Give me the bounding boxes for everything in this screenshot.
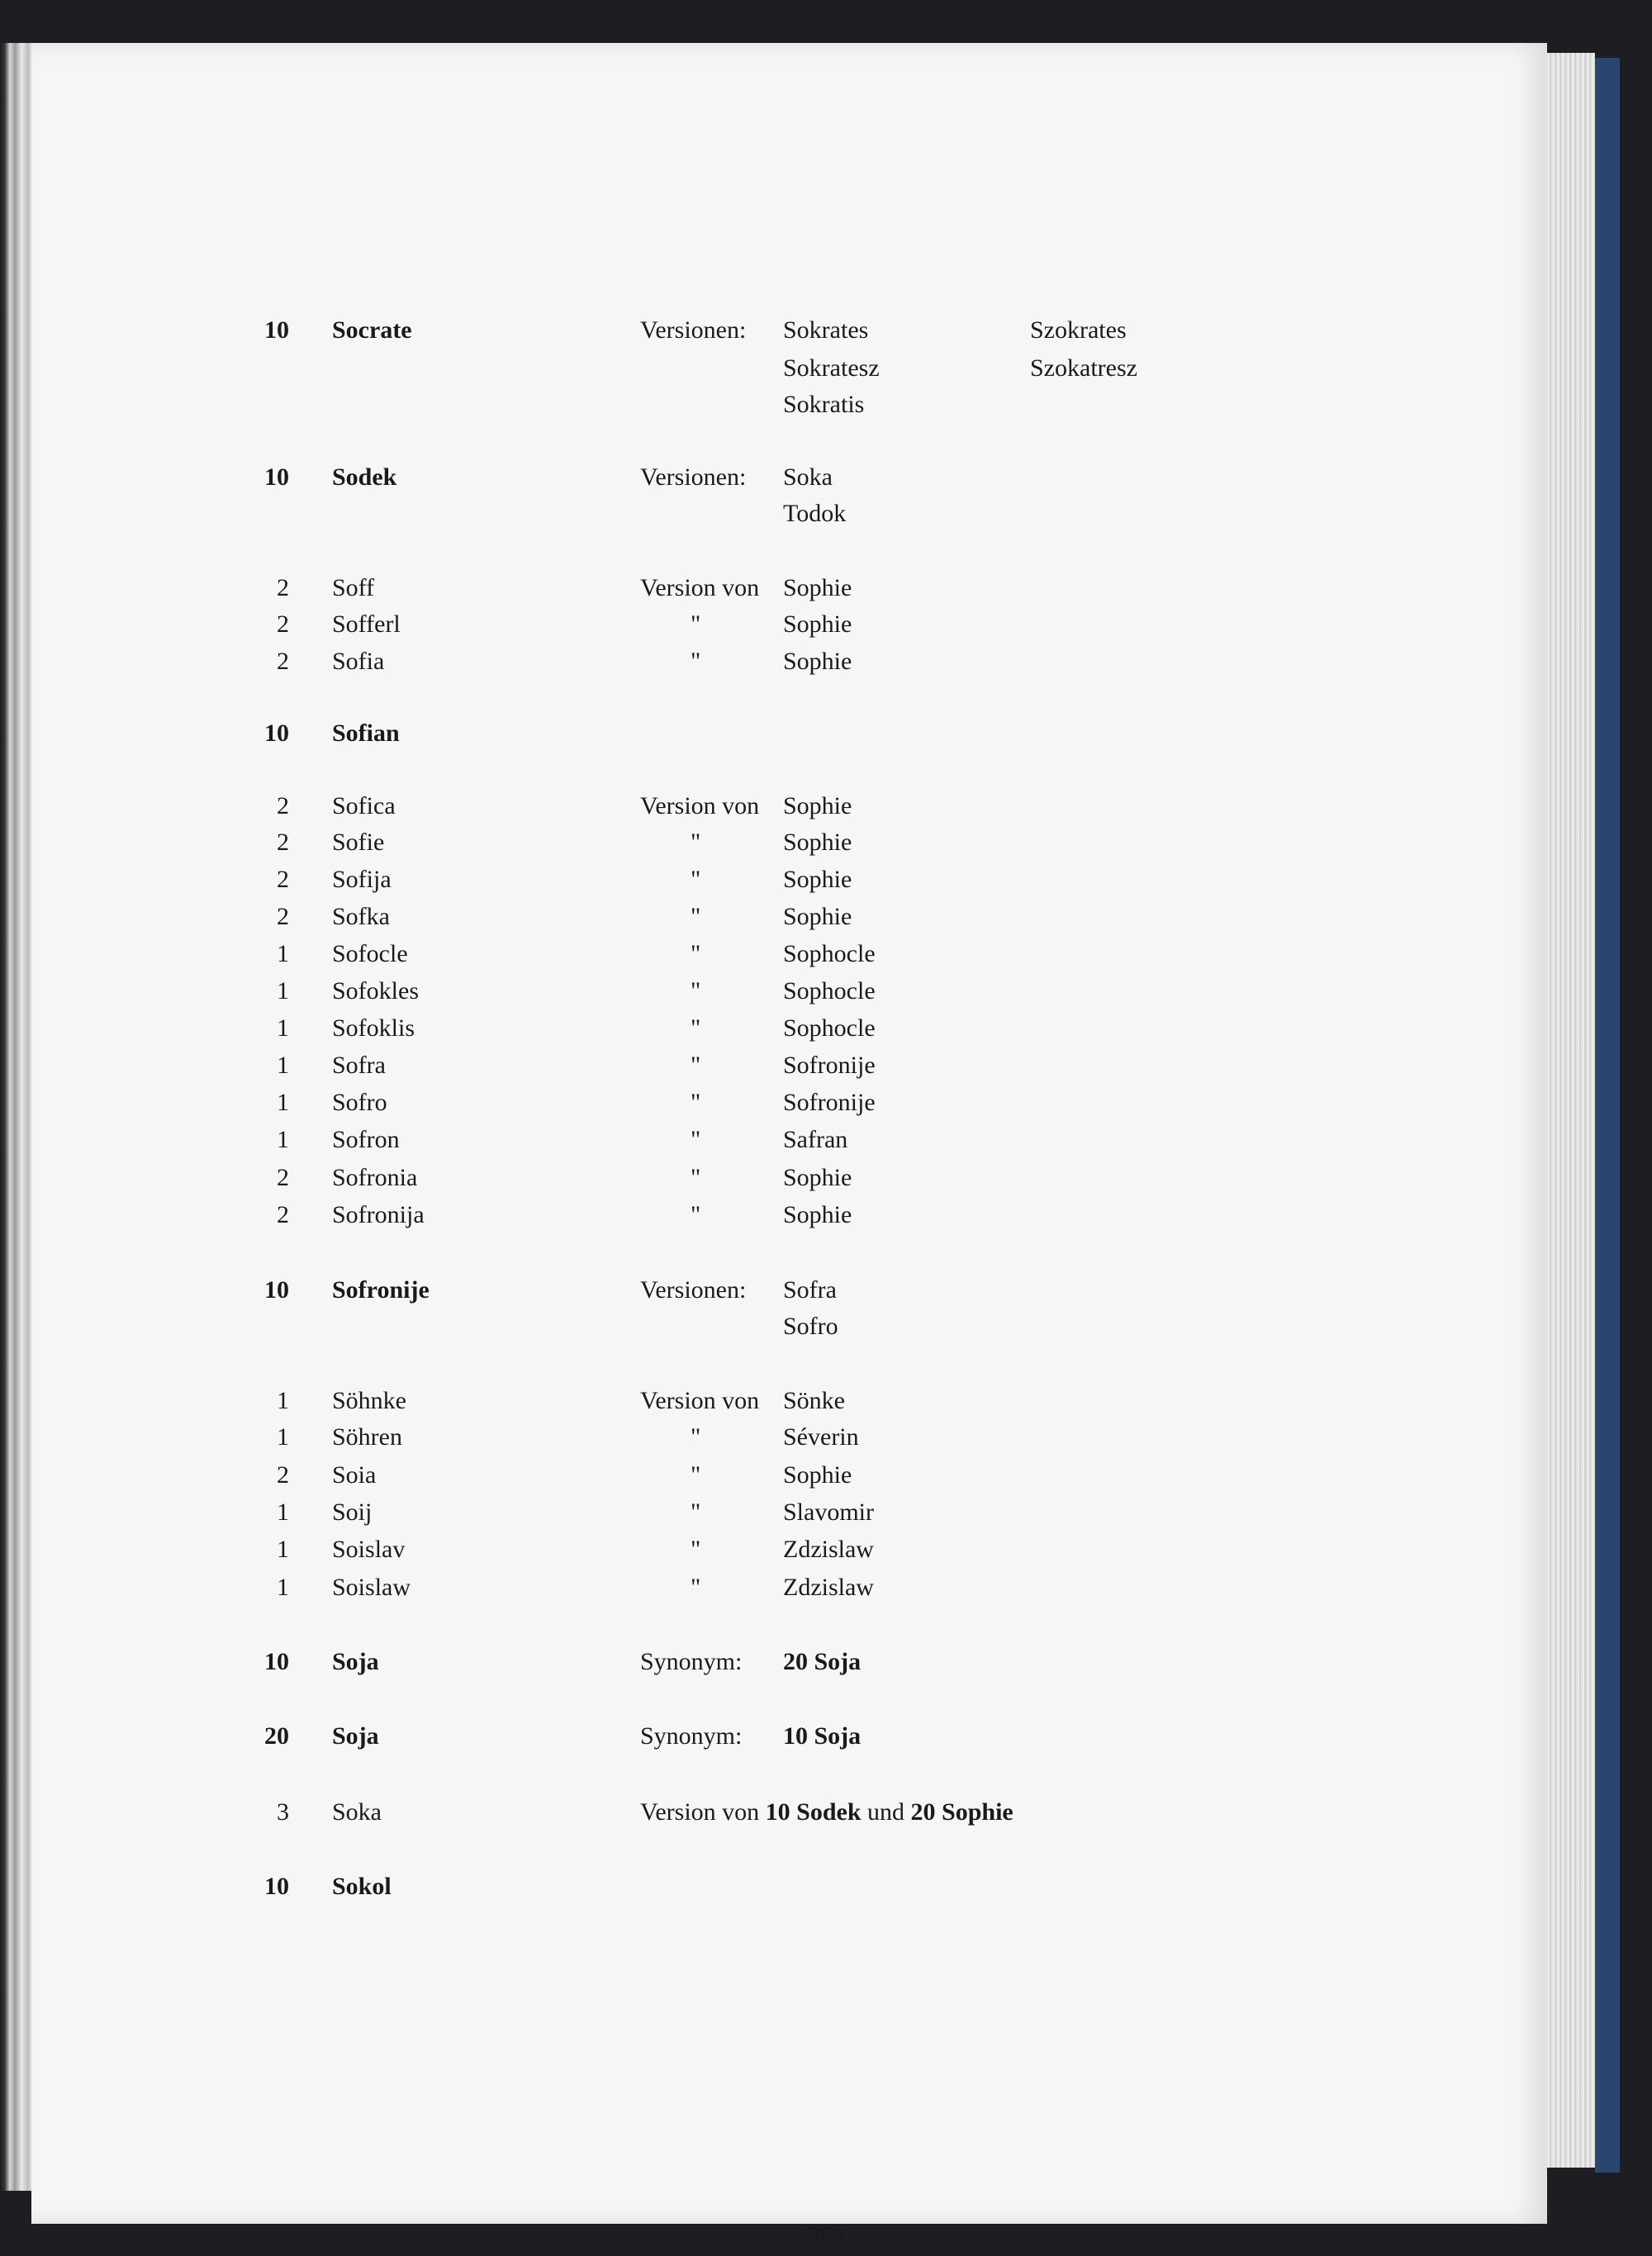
entry-name: Sofoklis <box>332 1014 415 1042</box>
entry-label: Synonym: <box>640 1722 743 1750</box>
entry-reference-extra: Szokrates <box>1030 316 1127 344</box>
entry-reference: Safran <box>783 1126 848 1153</box>
ditto-mark: " <box>691 1014 701 1042</box>
entry-number: 2 <box>277 574 289 601</box>
entry-number: 10 <box>264 1648 289 1675</box>
entry-label: Versionen: <box>640 1276 747 1304</box>
ditto-mark: " <box>691 1126 701 1153</box>
ditto-mark: " <box>691 1536 701 1563</box>
entry-reference: Sophie <box>783 648 852 675</box>
ditto-mark: " <box>691 1052 701 1079</box>
entry-number: 2 <box>277 610 289 638</box>
entry-reference: 10 Soja <box>783 1722 862 1750</box>
entry-label: Version von <box>640 574 760 601</box>
entry-name: Sofija <box>332 866 392 893</box>
entry-name: Sofro <box>332 1089 387 1116</box>
entry-name: Sofia <box>332 648 385 675</box>
entry-reference: Zdzislaw <box>783 1536 874 1563</box>
entry-number: 2 <box>277 1201 289 1228</box>
entry-name: Soff <box>332 574 375 601</box>
ditto-mark: " <box>691 1574 701 1601</box>
entry-reference: Sofronije <box>783 1052 876 1079</box>
entry-label-prefix: Version von <box>640 1798 766 1826</box>
entry-name: Sofronija <box>332 1201 425 1228</box>
entry-name: Söhnke <box>332 1387 406 1414</box>
entry-number: 2 <box>277 1461 289 1489</box>
entry-number: 1 <box>277 1052 289 1079</box>
entry-number: 1 <box>277 1014 289 1042</box>
entry-name: Sodek <box>332 463 397 491</box>
ditto-mark: " <box>691 1164 701 1191</box>
entry-name: Sofokles <box>332 977 419 1005</box>
entry-name: Soka <box>332 1798 382 1826</box>
ditto-mark: " <box>691 1498 701 1526</box>
entry-number: 2 <box>277 648 289 675</box>
entry-reference: Sokratesz <box>783 354 880 382</box>
entry-number: 20 <box>264 1722 289 1750</box>
entry-name: Sofron <box>332 1126 400 1153</box>
page-edges <box>1547 53 1595 2168</box>
entry-name: Sokol <box>332 1873 392 1900</box>
entry-reference: Sophie <box>783 574 852 601</box>
entry-label: Version von <box>640 792 760 819</box>
entry-reference: Séverin <box>783 1423 859 1451</box>
ditto-mark: " <box>691 1461 701 1489</box>
entry-number: 2 <box>277 866 289 893</box>
entry-number: 1 <box>277 1387 289 1414</box>
entry-reference: Sophie <box>783 1201 852 1228</box>
entry-reference: Sophie <box>783 1164 852 1191</box>
entry-number: 1 <box>277 1126 289 1153</box>
entry-label: Synonym: <box>640 1648 743 1675</box>
entry-name: Söhren <box>332 1423 402 1451</box>
entry-reference: Sokrates <box>783 316 869 344</box>
entry-label: Version von <box>640 1387 760 1414</box>
entry-number: 3 <box>277 1798 289 1826</box>
ditto-mark: " <box>691 1423 701 1451</box>
ditto-mark: " <box>691 610 701 638</box>
book-cover-edge <box>1595 58 1620 2173</box>
entry-name: Soislaw <box>332 1574 411 1601</box>
entry-name: Sofronia <box>332 1164 418 1191</box>
entry-number: 2 <box>277 903 289 930</box>
entry-reference: 20 Soja <box>783 1648 862 1675</box>
entry-number: 10 <box>264 463 289 491</box>
entry-number: 1 <box>277 1498 289 1526</box>
ditto-mark: " <box>691 977 701 1005</box>
entry-conjunction: und <box>861 1798 911 1826</box>
entry-number: 10 <box>264 1873 289 1900</box>
entry-name: Sofronije <box>332 1276 430 1304</box>
entry-number: 2 <box>277 829 289 856</box>
ditto-mark: " <box>691 829 701 856</box>
entry-number: 10 <box>264 316 289 344</box>
entry-reference: 20 Sophie <box>910 1798 1014 1826</box>
entry-number: 1 <box>277 940 289 967</box>
page-number: - 989 - <box>793 2222 859 2249</box>
entry-name: Sofferl <box>332 610 401 638</box>
entry-reference: Sofra <box>783 1276 837 1304</box>
entry-name: Sofian <box>332 720 400 747</box>
entry-label: Versionen: <box>640 316 747 344</box>
entry-name: Soislav <box>332 1536 406 1563</box>
entry-name: Soij <box>332 1498 373 1526</box>
entry-number: 1 <box>277 977 289 1005</box>
entry-reference: Sophocle <box>783 940 876 967</box>
ditto-mark: " <box>691 940 701 967</box>
ditto-mark: " <box>691 903 701 930</box>
entry-name: Soja <box>332 1722 379 1750</box>
entry-name: Socrate <box>332 316 412 344</box>
entry-reference: Sophie <box>783 792 852 819</box>
ditto-mark: " <box>691 1089 701 1116</box>
entry-reference: Sophocle <box>783 977 876 1005</box>
entry-number: 1 <box>277 1423 289 1451</box>
entry-number: 1 <box>277 1536 289 1563</box>
entry-reference: Sophie <box>783 903 852 930</box>
entry-reference: Sophie <box>783 1461 852 1489</box>
entry-reference: Sophocle <box>783 1014 876 1042</box>
entry-reference: Sophie <box>783 610 852 638</box>
entry-reference: Sophie <box>783 866 852 893</box>
entry-number: 2 <box>277 792 289 819</box>
entry-label: Versionen: <box>640 463 747 491</box>
entry-name: Sofie <box>332 829 385 856</box>
entry-reference: Sophie <box>783 829 852 856</box>
entry-number: 1 <box>277 1574 289 1601</box>
entry-number: 10 <box>264 720 289 747</box>
entry-reference: Sofronije <box>783 1089 876 1116</box>
entry-reference: Zdzislaw <box>783 1574 874 1601</box>
entry-reference: 10 Sodek <box>765 1798 862 1826</box>
entry-name: Sofka <box>332 903 390 930</box>
entry-reference: Sokratis <box>783 391 865 418</box>
ditto-mark: " <box>691 648 701 675</box>
entry-name: Soia <box>332 1461 377 1489</box>
ditto-mark: " <box>691 866 701 893</box>
entry-number: 1 <box>277 1089 289 1116</box>
entry-name: Sofocle <box>332 940 408 967</box>
ditto-mark: " <box>691 1201 701 1228</box>
entry-reference: Slavomir <box>783 1498 874 1526</box>
entry-name: Sofica <box>332 792 396 819</box>
entry-name: Sofra <box>332 1052 386 1079</box>
entry-label <box>640 1794 1014 1831</box>
entry-reference: Sofro <box>783 1313 838 1340</box>
entry-reference: Todok <box>783 500 847 527</box>
book-spine <box>0 43 33 2191</box>
entry-reference: Soka <box>783 463 833 491</box>
entry-name: Soja <box>332 1648 379 1675</box>
entry-reference-extra: Szokatresz <box>1030 354 1137 382</box>
entry-reference: Sönke <box>783 1387 845 1414</box>
entry-number: 10 <box>264 1276 289 1304</box>
entry-number: 2 <box>277 1164 289 1191</box>
